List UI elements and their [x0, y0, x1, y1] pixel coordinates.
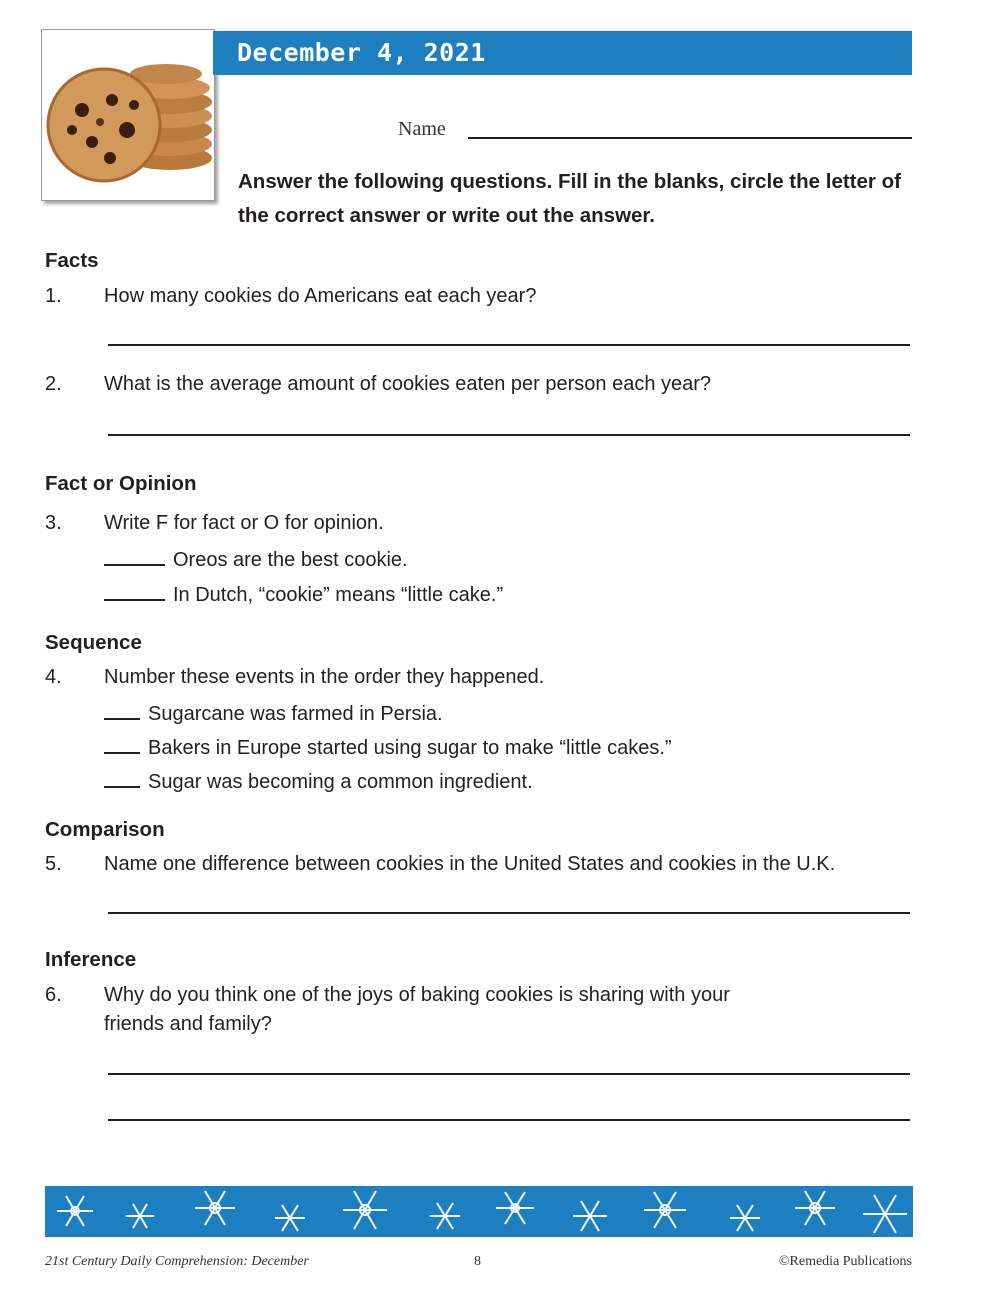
question-number: 5.	[45, 853, 62, 875]
question-3-text: Write F for fact or O for opinion.	[104, 512, 384, 534]
name-label: Name	[398, 118, 446, 140]
section-heading-fact-or-opinion: Fact or Opinion	[45, 472, 197, 495]
snowflake-icon	[45, 1186, 913, 1237]
question-6-text-line-1: Why do you think one of the joys of baking cookies is sharing with your	[104, 984, 730, 1006]
answer-blank[interactable]	[104, 734, 140, 754]
footer-copyright: ©Remedia Publications	[778, 1254, 912, 1269]
answer-line-q1[interactable]	[108, 344, 910, 346]
event-text: Bakers in Europe started using sugar to make “little cakes.”	[148, 737, 672, 759]
list-item	[104, 546, 408, 572]
question-number: 3.	[45, 512, 62, 534]
question-number: 1.	[45, 285, 62, 307]
statement-text: Oreos are the best cookie.	[173, 549, 408, 571]
answer-line-q6b[interactable]	[108, 1119, 910, 1121]
list-item	[104, 581, 503, 607]
page-number: 8	[474, 1254, 481, 1269]
section-heading-inference: Inference	[45, 948, 137, 971]
answer-line-q5[interactable]	[108, 912, 910, 914]
instructions: Answer the following questions. Fill in the blanks, circle the letter of the correct answer or write out the answer.	[238, 170, 901, 227]
list-item	[104, 734, 672, 760]
answer-blank[interactable]	[104, 546, 165, 566]
answer-line-q2[interactable]	[108, 434, 910, 436]
event-text: Sugarcane was farmed in Persia.	[148, 703, 443, 725]
snowflake-border	[45, 1186, 913, 1237]
date-title: December 4, 2021	[237, 38, 486, 67]
list-item	[104, 768, 533, 794]
cookie-photo	[41, 29, 215, 201]
name-field[interactable]	[468, 137, 912, 139]
statement-text: In Dutch, “cookie” means “little cake.”	[173, 584, 504, 606]
question-5-text: Name one difference between cookies in the United States and cookies in the U.K.	[104, 853, 836, 875]
date-banner	[213, 31, 912, 75]
section-heading-sequence: Sequence	[45, 631, 142, 654]
section-heading-facts: Facts	[45, 249, 99, 272]
question-number: 2.	[45, 373, 62, 395]
question-1-text: How many cookies do Americans eat each year?	[104, 285, 537, 307]
event-text: Sugar was becoming a common ingredient.	[148, 771, 533, 793]
answer-blank[interactable]	[104, 700, 140, 720]
footer-title: 21st Century Daily Comprehension: December	[45, 1254, 309, 1269]
cookie-stack-icon	[42, 30, 214, 200]
question-6-text-line-2: friends and family?	[104, 1013, 272, 1035]
answer-blank[interactable]	[104, 581, 165, 601]
answer-line-q6a[interactable]	[108, 1073, 910, 1075]
question-2-text: What is the average amount of cookies eaten per person each year?	[104, 373, 712, 395]
list-item	[104, 700, 443, 726]
question-4-text: Number these events in the order they happened.	[104, 666, 545, 688]
question-number: 6.	[45, 984, 62, 1006]
answer-blank[interactable]	[104, 768, 140, 788]
section-heading-comparison: Comparison	[45, 818, 165, 841]
question-number: 4.	[45, 666, 62, 688]
